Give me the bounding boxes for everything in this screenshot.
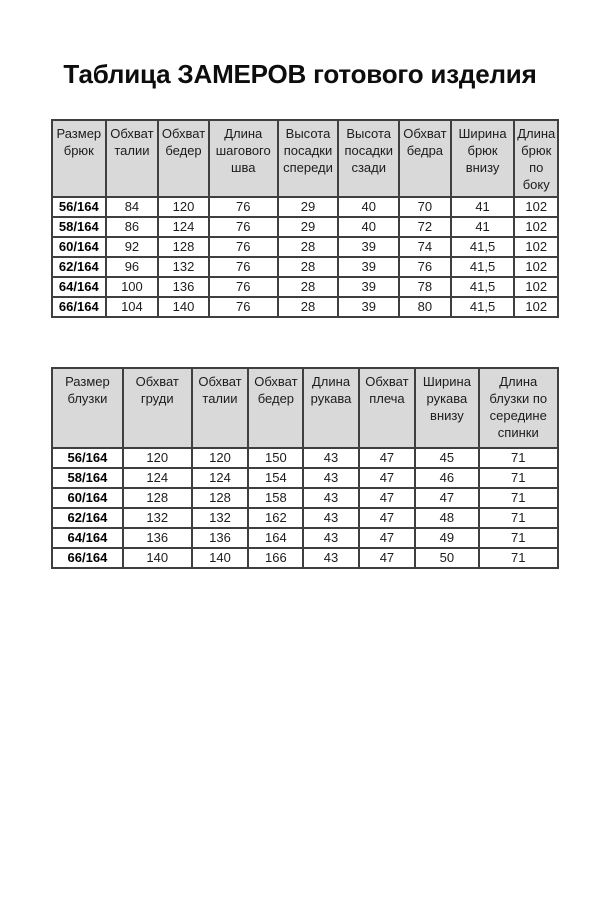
value-cell: 154 bbox=[248, 468, 303, 488]
table-row bbox=[52, 237, 558, 257]
value-cell: 76 bbox=[399, 257, 451, 277]
size-cell: 60/164 bbox=[52, 237, 106, 257]
value-cell: 80 bbox=[399, 297, 451, 317]
value-cell: 28 bbox=[278, 257, 339, 277]
column-header: Размер брюк bbox=[52, 120, 106, 197]
value-cell: 140 bbox=[158, 297, 209, 317]
value-cell: 124 bbox=[123, 468, 192, 488]
value-cell: 76 bbox=[209, 257, 278, 277]
size-cell: 56/164 bbox=[52, 197, 106, 217]
value-cell: 43 bbox=[303, 448, 358, 468]
value-cell: 71 bbox=[479, 548, 558, 568]
size-cell: 64/164 bbox=[52, 528, 123, 548]
size-cell: 64/164 bbox=[52, 277, 106, 297]
table-row bbox=[52, 197, 558, 217]
value-cell: 164 bbox=[248, 528, 303, 548]
size-cell: 58/164 bbox=[52, 217, 106, 237]
value-cell: 76 bbox=[209, 237, 278, 257]
value-cell: 71 bbox=[479, 468, 558, 488]
column-header: Обхват бедер bbox=[248, 368, 303, 448]
value-cell: 71 bbox=[479, 508, 558, 528]
column-header: Ширина рукава внизу bbox=[415, 368, 478, 448]
value-cell: 41,5 bbox=[451, 257, 515, 277]
value-cell: 29 bbox=[278, 197, 339, 217]
table-row bbox=[52, 528, 558, 548]
size-cell: 58/164 bbox=[52, 468, 123, 488]
page-title: Таблица ЗАМЕРОВ готового изделия bbox=[63, 59, 537, 89]
value-cell: 71 bbox=[479, 488, 558, 508]
value-cell: 72 bbox=[399, 217, 451, 237]
value-cell: 102 bbox=[514, 257, 558, 277]
value-cell: 47 bbox=[359, 448, 416, 468]
value-cell: 43 bbox=[303, 468, 358, 488]
value-cell: 136 bbox=[123, 528, 192, 548]
value-cell: 28 bbox=[278, 297, 339, 317]
value-cell: 102 bbox=[514, 197, 558, 217]
value-cell: 47 bbox=[359, 528, 416, 548]
value-cell: 41,5 bbox=[451, 297, 515, 317]
value-cell: 150 bbox=[248, 448, 303, 468]
value-cell: 47 bbox=[359, 508, 416, 528]
value-cell: 47 bbox=[359, 548, 416, 568]
value-cell: 128 bbox=[192, 488, 249, 508]
table-row bbox=[52, 508, 558, 528]
value-cell: 128 bbox=[123, 488, 192, 508]
value-cell: 41,5 bbox=[451, 277, 515, 297]
value-cell: 28 bbox=[278, 237, 339, 257]
value-cell: 78 bbox=[399, 277, 451, 297]
value-cell: 140 bbox=[123, 548, 192, 568]
value-cell: 50 bbox=[415, 548, 478, 568]
column-header: Обхват груди bbox=[123, 368, 192, 448]
column-header: Длина блузки по середине спинки bbox=[479, 368, 558, 448]
value-cell: 70 bbox=[399, 197, 451, 217]
value-cell: 49 bbox=[415, 528, 478, 548]
value-cell: 76 bbox=[209, 217, 278, 237]
column-header: Размер блузки bbox=[52, 368, 123, 448]
value-cell: 96 bbox=[106, 257, 159, 277]
value-cell: 28 bbox=[278, 277, 339, 297]
value-cell: 120 bbox=[123, 448, 192, 468]
size-cell: 66/164 bbox=[52, 548, 123, 568]
value-cell: 120 bbox=[158, 197, 209, 217]
value-cell: 43 bbox=[303, 528, 358, 548]
column-header: Ширина брюк внизу bbox=[451, 120, 515, 197]
value-cell: 46 bbox=[415, 468, 478, 488]
value-cell: 45 bbox=[415, 448, 478, 468]
value-cell: 128 bbox=[158, 237, 209, 257]
column-header: Высота посадки спереди bbox=[278, 120, 339, 197]
column-header: Обхват талии bbox=[106, 120, 159, 197]
size-cell: 56/164 bbox=[52, 448, 123, 468]
column-header: Длина брюк по боку bbox=[514, 120, 558, 197]
value-cell: 39 bbox=[338, 237, 399, 257]
value-cell: 132 bbox=[123, 508, 192, 528]
value-cell: 71 bbox=[479, 448, 558, 468]
table-row bbox=[52, 448, 558, 468]
table-row bbox=[52, 257, 558, 277]
value-cell: 102 bbox=[514, 297, 558, 317]
value-cell: 41,5 bbox=[451, 237, 515, 257]
value-cell: 140 bbox=[192, 548, 249, 568]
value-cell: 124 bbox=[192, 468, 249, 488]
value-cell: 86 bbox=[106, 217, 159, 237]
value-cell: 120 bbox=[192, 448, 249, 468]
value-cell: 166 bbox=[248, 548, 303, 568]
value-cell: 92 bbox=[106, 237, 159, 257]
value-cell: 43 bbox=[303, 508, 358, 528]
value-cell: 43 bbox=[303, 548, 358, 568]
table-row bbox=[52, 488, 558, 508]
value-cell: 39 bbox=[338, 277, 399, 297]
value-cell: 41 bbox=[451, 217, 515, 237]
value-cell: 41 bbox=[451, 197, 515, 217]
value-cell: 102 bbox=[514, 237, 558, 257]
table-row bbox=[52, 217, 558, 237]
value-cell: 71 bbox=[479, 528, 558, 548]
value-cell: 124 bbox=[158, 217, 209, 237]
trousers-measurements-table bbox=[51, 119, 559, 318]
table-row bbox=[52, 297, 558, 317]
size-cell: 66/164 bbox=[52, 297, 106, 317]
column-header: Длина рукава bbox=[303, 368, 358, 448]
column-header: Длина шагового шва bbox=[209, 120, 278, 197]
table-row bbox=[52, 277, 558, 297]
value-cell: 74 bbox=[399, 237, 451, 257]
column-header: Обхват плеча bbox=[359, 368, 416, 448]
value-cell: 40 bbox=[338, 197, 399, 217]
value-cell: 76 bbox=[209, 297, 278, 317]
column-header: Обхват бедер bbox=[158, 120, 209, 197]
value-cell: 100 bbox=[106, 277, 159, 297]
value-cell: 102 bbox=[514, 217, 558, 237]
column-header: Обхват талии bbox=[192, 368, 249, 448]
value-cell: 76 bbox=[209, 277, 278, 297]
header-row bbox=[52, 120, 558, 197]
size-cell: 62/164 bbox=[52, 257, 106, 277]
value-cell: 40 bbox=[338, 217, 399, 237]
value-cell: 47 bbox=[359, 488, 416, 508]
value-cell: 47 bbox=[359, 468, 416, 488]
header-row bbox=[52, 368, 558, 448]
value-cell: 47 bbox=[415, 488, 478, 508]
value-cell: 84 bbox=[106, 197, 159, 217]
table-row bbox=[52, 548, 558, 568]
value-cell: 76 bbox=[209, 197, 278, 217]
value-cell: 48 bbox=[415, 508, 478, 528]
table-row bbox=[52, 468, 558, 488]
value-cell: 39 bbox=[338, 257, 399, 277]
column-header: Высота посадки сзади bbox=[338, 120, 399, 197]
value-cell: 39 bbox=[338, 297, 399, 317]
value-cell: 132 bbox=[158, 257, 209, 277]
value-cell: 102 bbox=[514, 277, 558, 297]
column-header: Обхват бедра bbox=[399, 120, 451, 197]
size-cell: 60/164 bbox=[52, 488, 123, 508]
value-cell: 132 bbox=[192, 508, 249, 528]
value-cell: 29 bbox=[278, 217, 339, 237]
blouse-measurements-table bbox=[51, 367, 559, 569]
value-cell: 162 bbox=[248, 508, 303, 528]
value-cell: 158 bbox=[248, 488, 303, 508]
size-cell: 62/164 bbox=[52, 508, 123, 528]
value-cell: 43 bbox=[303, 488, 358, 508]
value-cell: 104 bbox=[106, 297, 159, 317]
value-cell: 136 bbox=[158, 277, 209, 297]
value-cell: 136 bbox=[192, 528, 249, 548]
